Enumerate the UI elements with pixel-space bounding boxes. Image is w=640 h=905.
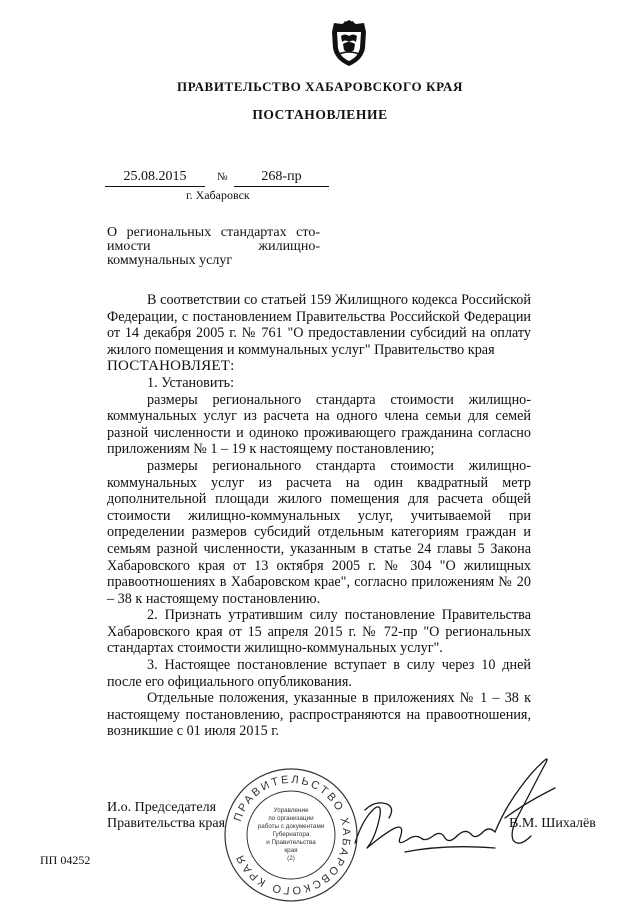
stamp-ring-text: ПРАВИТЕЛЬСТВО ХАБАРОВСКОГО КРАЯ: [231, 773, 353, 897]
coat-of-arms-icon: [329, 18, 369, 68]
city-name: г. Хабаровск: [186, 188, 250, 202]
subject-line: О региональных стандартах сто-: [107, 225, 320, 240]
stamp-center-line: работы с документами: [257, 823, 325, 830]
stamp-center-line: (2): [287, 855, 295, 862]
government-name: ПРАВИТЕЛЬСТВО ХАБАРОВСКОГО КРАЯ: [176, 79, 463, 94]
subject-line: имости жилищно-: [107, 239, 320, 254]
decree-subject: [107, 226, 320, 268]
position-line: И.о. Председателя: [107, 800, 217, 815]
decree-date: 25.08.2015: [105, 169, 205, 187]
document-type: ПОСТАНОВЛЕНИЕ: [252, 107, 388, 122]
signatory-name: В.М. Шихалёв: [509, 816, 596, 831]
official-stamp: [222, 766, 360, 904]
subject-line: коммунальных услуг: [107, 253, 233, 268]
stamp-center-line: края: [284, 847, 298, 854]
number-sign: №: [217, 171, 228, 183]
position-line: Правительства края: [107, 815, 226, 831]
stamp-center-line: Губернатора: [272, 831, 310, 838]
item-3b-paragraph: Отдельные положения, указанные в приложениях № 1 – 38 к настоящему постановлению, распространяются на правоотношения, возникшие с 01 июля 2015 г.: [107, 690, 531, 740]
item-1a-paragraph: размеры регионального стандарта стоимости жилищно-коммунальных услуг из расчета на одного члена семьи для семей разной численности и одиноко проживающего гражданина согласно приложениям № 1 – 19 к настоящему постановлению;: [107, 391, 531, 458]
decree-number: 268-пр: [234, 169, 329, 187]
signatory-position: [107, 800, 225, 831]
document-code: ПП 04252: [40, 853, 91, 867]
item-1b-paragraph: размеры регионального стандарта стоимости жилищно-коммунальных услуг из расчета на один квадратный метр дополнительной площади жилого помещения для расчета общей стоимости жилищно-коммунальных услуг, учитываемой при определении размеров субсидий отдельным категориям граждан и семьям разной численности, указанным в статье 24 главы 5 Закона Хабаровского края от 13 октября 2005 г. № 304 "О жилищных правоотношениях в Хабаровском крае", согласно приложениям № 20 – 38 к настоящему постановлению.: [107, 457, 531, 607]
stamp-center-line: по организации: [268, 815, 314, 822]
item-1-heading: 1. Установить:: [147, 374, 235, 391]
stamp-center-line: и Правительства: [266, 839, 316, 846]
stamp-center-line: Управление: [273, 807, 309, 814]
item-3-paragraph: 3. Настоящее постановление вступает в силу через 10 дней после его официального опубликования.: [107, 657, 531, 690]
resolves-heading: ПОСТАНОВЛЯЕТ:: [107, 358, 235, 375]
item-2-paragraph: 2. Признать утратившим силу постановление Правительства Хабаровского края от 15 апреля 2015 г. № 72-пр "О региональных стандартах стоимости жилищно-коммунальных услуг".: [107, 607, 531, 657]
preamble-paragraph: В соответствии со статьей 159 Жилищного кодекса Российской Федерации, с постановлением Правительства Российской Федерации от 14 декабря 2005 г. № 761 "О предоставлении субсидий на оплату жилого помещения и коммунальных услуг" Правительство края: [107, 292, 531, 358]
handwritten-signature: [345, 748, 565, 868]
decree-body: [107, 292, 531, 740]
